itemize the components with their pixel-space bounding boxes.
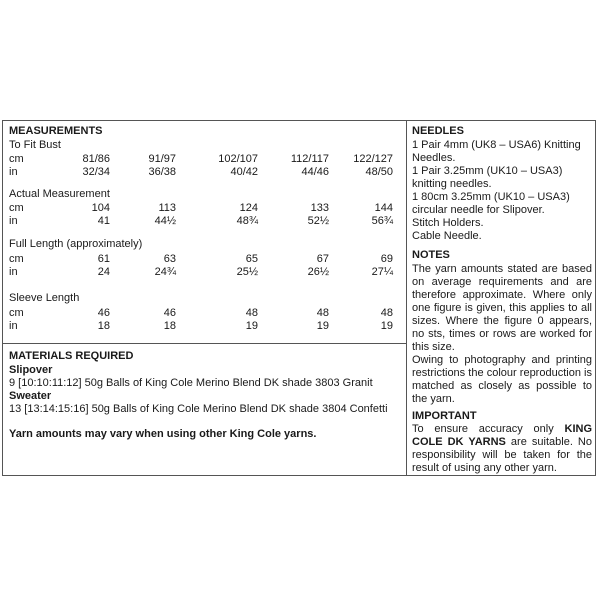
- actual-cm-size2: 113: [158, 202, 176, 214]
- notes-paragraph: Owing to photography and printing restrictions the colour reproduction is matched as closely as possible to the yarn.: [412, 354, 592, 405]
- sleeve-in-size2: 18: [163, 320, 176, 332]
- needles-line: 1 80cm 3.25mm (UK10 – USA3): [412, 191, 570, 203]
- actual-cm-size5: 144: [374, 202, 393, 214]
- bust-cm-size3: 102/107: [218, 153, 258, 165]
- sleeve-cm-size2: 46: [163, 307, 176, 319]
- column-divider: [406, 121, 407, 475]
- sleeve-cm-size5: 48: [380, 307, 393, 319]
- unit-cm-label: cm: [9, 202, 24, 214]
- measurements-heading: MEASUREMENTS: [9, 125, 103, 137]
- full-cm-size5: 69: [380, 253, 393, 265]
- bust-in-size2: 36/38: [148, 166, 176, 178]
- bust-cm-size2: 91/97: [148, 153, 176, 165]
- sleeve-in-size5: 19: [380, 320, 393, 332]
- bust-in-size3: 40/42: [230, 166, 258, 178]
- notes-paragraph: The yarn amounts stated are based on average requirements and are therefore approximate. Where only one figure is given, this applies to all sizes. Where the figure 0 appears, no sts, times or rows are worked for this size.: [412, 263, 592, 353]
- pattern-info-panel: [2, 120, 596, 476]
- unit-cm-label: cm: [9, 253, 24, 265]
- bust-cm-size5: 122/127: [353, 153, 393, 165]
- needles-line: knitting needles.: [412, 178, 492, 190]
- actual-measurement-label: Actual Measurement: [9, 188, 110, 200]
- sleeve-length-label: Sleeve Length: [9, 292, 80, 304]
- actual-in-size4: 52½: [307, 215, 329, 227]
- materials-heading: MATERIALS REQUIRED: [9, 350, 134, 362]
- unit-cm-label: cm: [9, 307, 24, 319]
- yarn-brand-text: KING COLE DK YARNS: [412, 423, 592, 448]
- needles-line: circular needle for Slipover.: [412, 204, 545, 216]
- bust-cm-size4: 112/117: [290, 153, 329, 165]
- full-in-size2: 24¾: [154, 266, 176, 278]
- slipover-yarn-text: 9 [10:10:11:12] 50g Balls of King Cole Merino Blend DK shade 3803 Granit: [9, 377, 373, 389]
- to-fit-bust-label: To Fit Bust: [9, 139, 61, 151]
- actual-in-size5: 56¾: [371, 215, 393, 227]
- sweater-label: Sweater: [9, 390, 52, 402]
- bust-in-size5: 48/50: [365, 166, 393, 178]
- full-length-label: Full Length (approximately): [9, 238, 143, 250]
- full-in-size4: 26½: [307, 266, 329, 278]
- important-text: are suitable. No responsibility will be taken for the result of using any other yarn.: [412, 436, 592, 474]
- full-cm-size1: 61: [97, 253, 110, 265]
- full-in-size3: 25½: [236, 266, 258, 278]
- unit-in-label: in: [9, 320, 18, 332]
- needles-line: 1 Pair 3.25mm (UK10 – USA3): [412, 165, 563, 177]
- full-cm-size2: 63: [163, 253, 176, 265]
- important-paragraph: [412, 423, 592, 475]
- unit-cm-label: cm: [9, 153, 24, 165]
- needles-line: 1 Pair 4mm (UK8 – USA6) Knitting: [412, 139, 581, 151]
- bust-in-size4: 44/46: [301, 166, 329, 178]
- yarn-substitution-note: Yarn amounts may vary when using other King Cole yarns.: [9, 428, 317, 440]
- unit-in-label: in: [9, 266, 18, 278]
- sleeve-cm-size1: 46: [97, 307, 110, 319]
- slipover-label: Slipover: [9, 364, 53, 376]
- needles-line: Cable Needle.: [412, 230, 482, 242]
- full-in-size5: 27¼: [371, 266, 393, 278]
- needles-line: Stitch Holders.: [412, 217, 484, 229]
- actual-in-size3: 48¾: [236, 215, 258, 227]
- bust-cm-size1: 81/86: [82, 153, 110, 165]
- actual-cm-size4: 133: [310, 202, 329, 214]
- actual-cm-size3: 124: [239, 202, 258, 214]
- section-divider: [3, 343, 406, 344]
- sleeve-in-size4: 19: [316, 320, 329, 332]
- needles-line: Needles.: [412, 152, 456, 164]
- sleeve-cm-size3: 48: [245, 307, 258, 319]
- actual-in-size2: 44½: [154, 215, 176, 227]
- needles-heading: NEEDLES: [412, 125, 464, 137]
- important-heading: IMPORTANT: [412, 410, 477, 422]
- actual-in-size1: 41: [97, 215, 110, 227]
- unit-in-label: in: [9, 215, 18, 227]
- actual-cm-size1: 104: [91, 202, 110, 214]
- full-cm-size4: 67: [316, 253, 329, 265]
- unit-in-label: in: [9, 166, 18, 178]
- sweater-yarn-text: 13 [13:14:15:16] 50g Balls of King Cole Merino Blend DK shade 3804 Confetti: [9, 403, 388, 415]
- sleeve-cm-size4: 48: [316, 307, 329, 319]
- sleeve-in-size1: 18: [97, 320, 110, 332]
- sleeve-in-size3: 19: [245, 320, 258, 332]
- bust-in-size1: 32/34: [82, 166, 110, 178]
- full-cm-size3: 65: [245, 253, 258, 265]
- full-in-size1: 24: [97, 266, 110, 278]
- notes-heading: NOTES: [412, 249, 450, 261]
- important-text: To ensure accuracy only: [412, 423, 565, 435]
